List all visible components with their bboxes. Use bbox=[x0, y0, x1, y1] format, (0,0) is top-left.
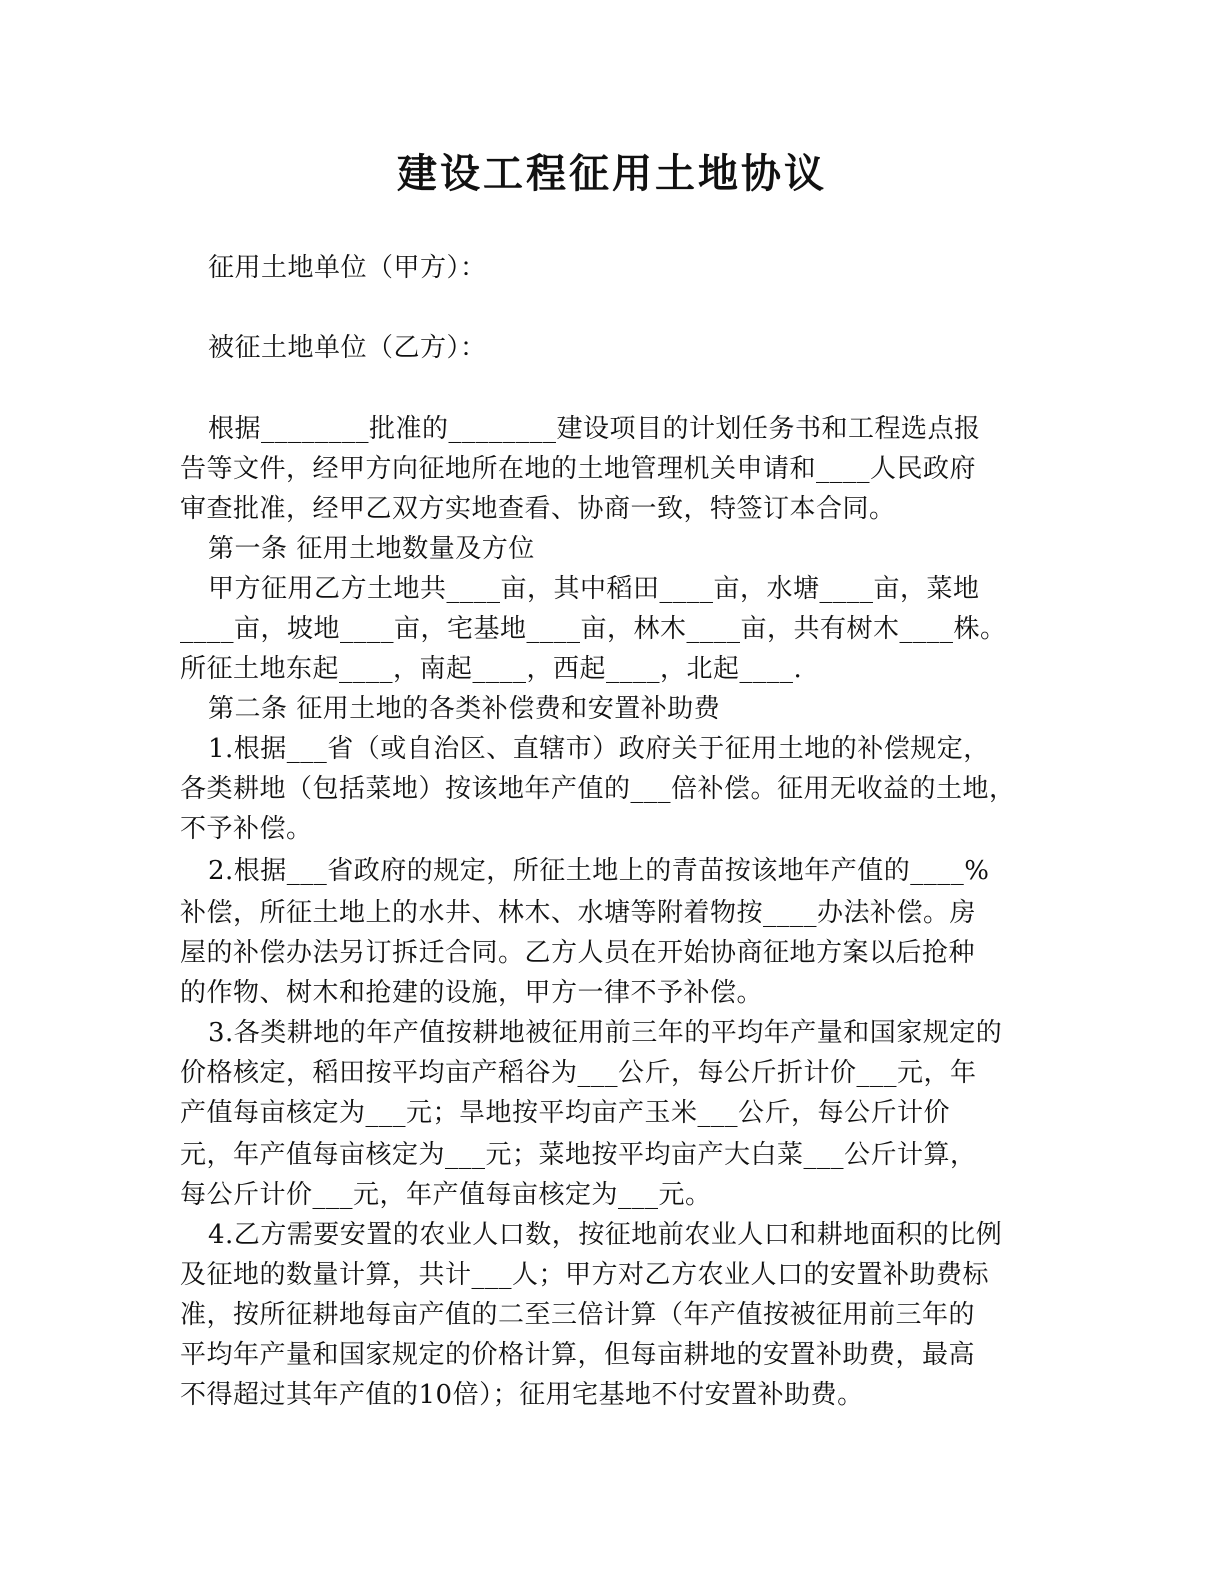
paragraph-line: 屋的补偿办法另订拆迁合同。乙方人员在开始协商征地方案以后抢种 bbox=[180, 938, 976, 968]
paragraph-line: 各类耕地（包括菜地）按该地年产值的___倍补偿。征用无收益的土地， bbox=[180, 774, 1016, 804]
paragraph-line: 元，年产值每亩核定为___元；菜地按平均亩产大白菜___公斤计算， bbox=[180, 1140, 977, 1170]
paragraph-line: 及征地的数量计算，共计___人；甲方对乙方农业人口的安置补助费标 bbox=[180, 1260, 990, 1290]
paragraph-line: 的作物、树木和抢建的设施，甲方一律不予补偿。 bbox=[180, 978, 764, 1008]
party-b-label: 被征土地单位（乙方）： bbox=[208, 333, 487, 363]
paragraph-line: 价格核定，稻田按平均亩产稻谷为___公斤，每公斤折计价___元，年 bbox=[180, 1058, 977, 1088]
paragraph-line: 不予补偿。 bbox=[180, 814, 313, 844]
paragraph-line: 4.乙方需要安置的农业人口数，按征地前农业人口和耕地面积的比例 bbox=[208, 1220, 1003, 1250]
paragraph-line: 审查批准，经甲乙双方实地查看、协商一致，特签订本合同。 bbox=[180, 494, 896, 524]
paragraph-line: 所征土地东起____，南起____，西起____，北起____. bbox=[180, 654, 803, 684]
party-a-label: 征用土地单位（甲方）： bbox=[208, 253, 487, 283]
paragraph-line: 平均年产量和国家规定的价格计算，但每亩耕地的安置补助费，最高 bbox=[180, 1340, 976, 1370]
paragraph-line: 产值每亩核定为___元；旱地按平均亩产玉米___公斤，每公斤计价 bbox=[180, 1098, 951, 1128]
paragraph-line: 准，按所征耕地每亩产值的二至三倍计算（年产值按被征用前三年的 bbox=[180, 1300, 976, 1330]
paragraph-line: 告等文件，经甲方向征地所在地的土地管理机关申请和____人民政府 bbox=[180, 454, 977, 484]
paragraph-line: ____亩，坡地____亩，宅基地____亩，林木____亩，共有树木____株。 bbox=[180, 614, 1007, 644]
paragraph-line: 1.根据___省（或自治区、直辖市）政府关于征用土地的补偿规定， bbox=[208, 734, 990, 764]
paragraph-line: 甲方征用乙方土地共____亩，其中稻田____亩，水塘____亩，菜地 bbox=[208, 574, 980, 604]
paragraph-line: 3.各类耕地的年产值按耕地被征用前三年的平均年产量和国家规定的 bbox=[208, 1018, 1003, 1048]
paragraph-line: 每公斤计价___元，年产值每亩核定为___元。 bbox=[180, 1180, 712, 1210]
document-title: 建设工程征用土地协议 bbox=[397, 150, 827, 197]
article-heading: 第一条 征用土地数量及方位 bbox=[208, 534, 535, 564]
paragraph-line: 根据________批准的________建设项目的计划任务书和工程选点报 bbox=[208, 414, 981, 444]
paragraph-line: 不得超过其年产值的10倍）；征用宅基地不付安置补助费。 bbox=[180, 1380, 864, 1410]
paragraph-line: 2.根据___省政府的规定，所征土地上的青苗按该地年产值的____% bbox=[208, 856, 990, 886]
paragraph-line: 补偿，所征土地上的水井、林木、水塘等附着物按____办法补偿。房 bbox=[180, 898, 977, 928]
article-heading: 第二条 征用土地的各类补偿费和安置补助费 bbox=[208, 694, 721, 724]
